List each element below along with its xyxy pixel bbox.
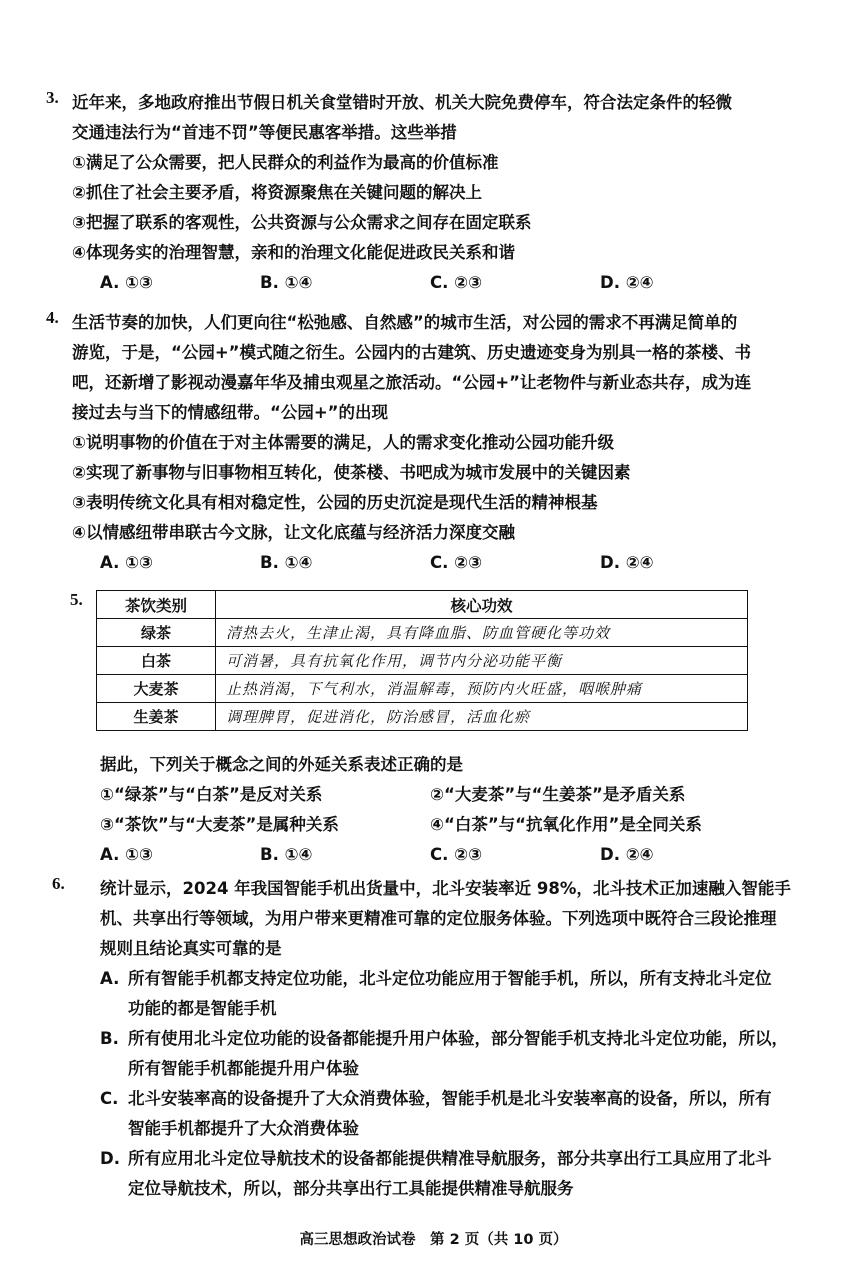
- option-text-line: 所有智能手机都能提升用户体验: [128, 1059, 359, 1078]
- statement: ②抓住了社会主要矛盾，将资源聚焦在关键问题的解决上: [72, 183, 482, 202]
- table-row: [97, 647, 748, 675]
- table-header-row: [97, 591, 748, 619]
- question-stem-line: 机、共享出行等领域，为用户带来更精准可靠的定位服务体验。下列选项中既符合三段论推理: [100, 909, 777, 928]
- question-stem-line: 吧，还新增了影视动漫嘉年华及捕虫观星之旅活动。“公园+”让老物件与新业态共存，成为连: [72, 373, 752, 392]
- option-text-line: 所有使用北斗定位功能的设备都能提升用户体验，部分智能手机支持北斗定位功能，所以，: [128, 1029, 788, 1048]
- question-number: 6.: [52, 874, 65, 893]
- option-text-line: 所有智能手机都支持定位功能，北斗定位功能应用于智能手机，所以，所有支持北斗定位: [128, 969, 772, 988]
- table-cell: 清热去火，生津止渴，具有降血脂、防血管硬化等功效: [216, 619, 748, 647]
- statement: ③“茶饮”与“大麦茶”是属种关系: [100, 815, 339, 834]
- question-stem-line: 统计显示，2024 年我国智能手机出货量中，北斗安装率近 98%，北斗技术正加速融入智能手: [100, 879, 791, 898]
- answer-options: [72, 548, 797, 578]
- option-a: [72, 964, 797, 1024]
- table-cell: 大麦茶: [97, 675, 216, 703]
- statement: ①说明事物的价值在于对主体需要的满足，人的需求变化推动公园功能升级: [72, 433, 614, 452]
- table-cell: 止热消渴，下气利水，消温解毒，预防内火旺盛，咽喉肿痛: [216, 675, 748, 703]
- statement-row: [72, 780, 797, 810]
- statement: ④“白茶”与“抗氧化作用”是全同关系: [430, 815, 702, 834]
- table-row: [97, 675, 748, 703]
- question-stem-line: 游览，于是，“公园+”模式随之衍生。公园内的古建筑、历史遗迹变身为别具一格的茶楼、书: [72, 343, 752, 362]
- option-a: A. ①③: [100, 845, 154, 864]
- table-cell: 生姜茶: [97, 703, 216, 731]
- table-cell: 调理脾胃，促进消化，防治感冒，活血化瘀: [216, 703, 748, 731]
- option-text-line: 北斗安装率高的设备提升了大众消费体验，智能手机是北斗安装率高的设备，所以，所有: [128, 1089, 772, 1108]
- table-row: [97, 619, 748, 647]
- option-b: B. ①④: [260, 553, 313, 572]
- option-label: B.: [100, 1029, 119, 1048]
- question-stem-line: 近年来，多地政府推出节假日机关食堂错时开放、机关大院免费停车，符合法定条件的轻微: [72, 93, 732, 112]
- statement: ②实现了新事物与旧事物相互转化，使茶楼、书吧成为城市发展中的关键因素: [72, 463, 631, 482]
- question-stem-line: 接过去与当下的情感纽带。“公园+”的出现: [72, 403, 389, 422]
- question-stem-line: 规则且结论真实可靠的是: [100, 939, 282, 958]
- option-label: A.: [100, 969, 120, 988]
- option-c: C. ②③: [430, 553, 483, 572]
- answer-options: [72, 268, 797, 298]
- option-c: C. ②③: [430, 273, 483, 292]
- question-3: [46, 88, 797, 298]
- option-label: D.: [100, 1149, 120, 1168]
- option-d: D. ②④: [600, 553, 654, 572]
- question-4: [46, 308, 797, 578]
- option-d: D. ②④: [600, 845, 654, 864]
- option-label: C.: [100, 1089, 119, 1108]
- answer-options: [72, 840, 797, 870]
- table-cell: 白茶: [97, 647, 216, 675]
- option-c: [72, 1084, 797, 1144]
- question-5-body: [72, 750, 797, 870]
- question-stem-line: 交通违法行为“首违不罚”等便民惠客举措。这些举措: [72, 123, 457, 142]
- option-d: [72, 1144, 797, 1204]
- question-stem-line: 生活节奏的加快，人们更向往“松弛感、自然感”的城市生活，对公园的需求不再满足简单的: [72, 313, 738, 332]
- statement: ①“绿茶”与“白茶”是反对关系: [100, 785, 323, 804]
- statement: ①满足了公众需要，把人民群众的利益作为最高的价值标准: [72, 153, 499, 172]
- option-b: [72, 1024, 797, 1084]
- option-text-line: 定位导航技术，所以，部分共享出行工具能提供精准导航服务: [128, 1179, 574, 1198]
- table-cell: 绿茶: [97, 619, 216, 647]
- option-b: B. ①④: [260, 845, 313, 864]
- option-a: A. ①③: [100, 553, 154, 572]
- statement: ③把握了联系的客观性，公共资源与公众需求之间存在固定联系: [72, 213, 532, 232]
- option-d: D. ②④: [600, 273, 654, 292]
- column-header: 核心功效: [216, 591, 748, 619]
- statement: ④以情感纽带串联古今文脉，让文化底蕴与经济活力深度交融: [72, 523, 515, 542]
- statement-row: [72, 810, 797, 840]
- statement: ③表明传统文化具有相对稳定性，公园的历史沉淀是现代生活的精神根基: [72, 493, 598, 512]
- option-a: A. ①③: [100, 273, 154, 292]
- question-6: [52, 874, 797, 1204]
- option-text-line: 功能的都是智能手机: [128, 999, 277, 1018]
- statement: ④体现务实的治理智慧，亲和的治理文化能促进政民关系和谐: [72, 243, 515, 262]
- question-number: 5.: [70, 590, 83, 609]
- option-text-line: 智能手机都提升了大众消费体验: [128, 1119, 359, 1138]
- question-number: 4.: [46, 308, 59, 327]
- statement: ②“大麦茶”与“生姜茶”是矛盾关系: [430, 785, 686, 804]
- option-text-line: 所有应用北斗定位导航技术的设备都能提供精准导航服务，部分共享出行工具应用了北斗: [128, 1149, 772, 1168]
- column-header: 茶饮类别: [97, 591, 216, 619]
- option-b: B. ①④: [260, 273, 313, 292]
- option-c: C. ②③: [430, 845, 483, 864]
- question-number: 3.: [46, 88, 59, 107]
- table-row: [97, 703, 748, 731]
- tea-table: [96, 590, 748, 731]
- page-footer: 高三思想政治试卷 第 2 页（共 10 页）: [299, 1232, 568, 1248]
- table-cell: 可消暑，具有抗氧化作用，调节内分泌功能平衡: [216, 647, 748, 675]
- question-stem-line: 据此，下列关于概念之间的外延关系表述正确的是: [100, 755, 463, 774]
